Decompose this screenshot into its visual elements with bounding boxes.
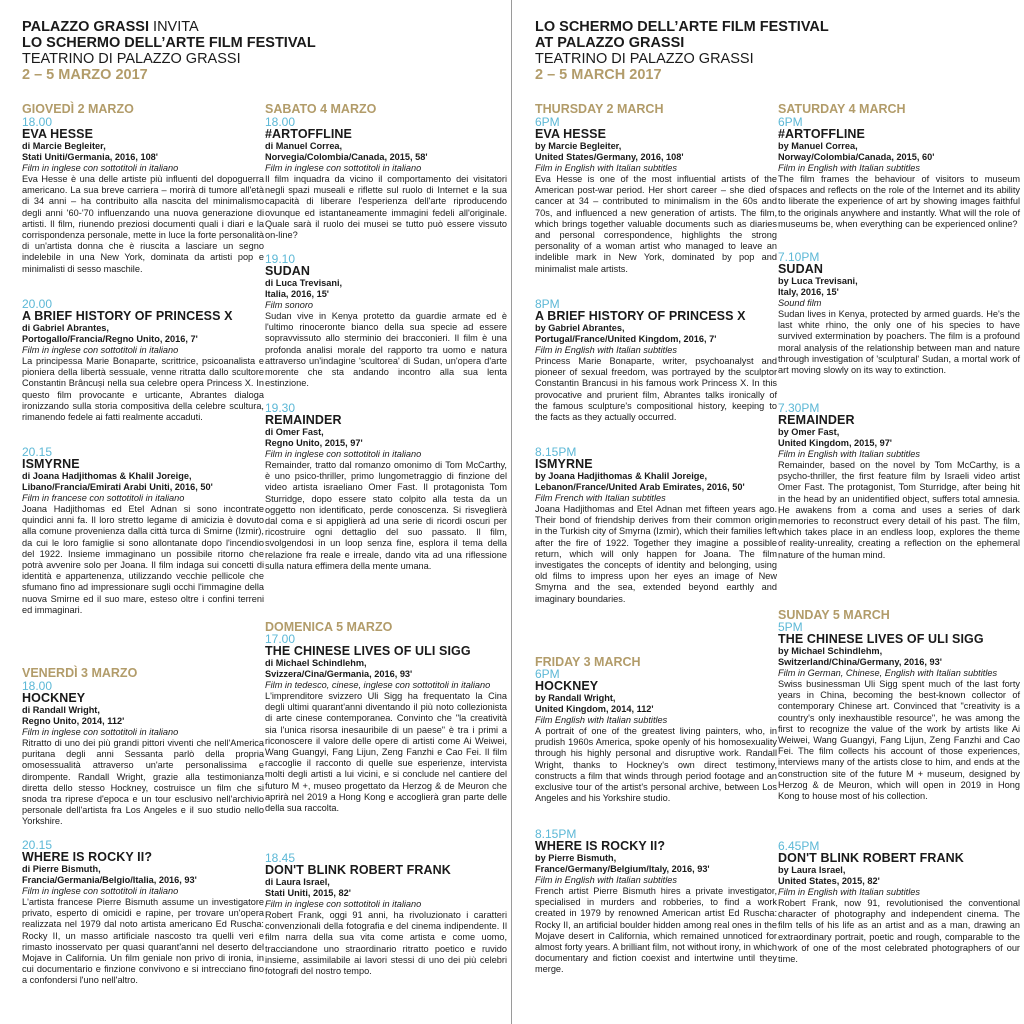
film-event-princess bbox=[535, 298, 777, 423]
event-language: Film in tedesco, cinese, inglese con sottotitoli in italiano bbox=[265, 680, 491, 690]
day-heading-thursday: THURSDAY 2 MARCH bbox=[535, 102, 664, 116]
event-language: Film in inglese con sottotitoli in italiano bbox=[22, 886, 179, 896]
film-event-hockney bbox=[22, 680, 264, 828]
event-details: Norway/Colombia/Canada, 2015, 60' bbox=[778, 152, 935, 162]
event-details: Portogallo/Francia/Regno Unito, 2016, 7' bbox=[22, 334, 198, 344]
event-description: Robert Frank, oggi 91 anni, ha rivoluzionato i caratteri convenzionali della fotografia e del cinema indipendente. Il film narra della sua vita come artista e come uomo, tracciandone uno straordinario ritratto poetico e ruvido insieme, assimilabile ai lavori stessi di uno dei più celebri fotografi del nostro tempo. bbox=[265, 910, 507, 977]
event-director: di Marcie Begleiter, bbox=[22, 141, 106, 151]
header-dates: 2 – 5 MARCH 2017 bbox=[535, 67, 662, 83]
event-time: 6PM bbox=[778, 115, 803, 129]
event-language: Film in English with Italian subtitles bbox=[535, 163, 677, 173]
event-language: Film in English with Italian subtitles bbox=[535, 875, 677, 885]
event-time: 19.30 bbox=[265, 401, 296, 415]
event-details: Norvegia/Colombia/Canada, 2015, 58' bbox=[265, 152, 428, 162]
event-details: Regno Unito, 2015, 97' bbox=[265, 438, 363, 448]
event-director: di Joana Hadjithomas & Khalil Joreige, bbox=[22, 471, 192, 481]
event-time: 6PM bbox=[535, 667, 560, 681]
event-time: 8.15PM bbox=[535, 445, 577, 459]
event-director: by Randall Wright, bbox=[535, 693, 616, 703]
event-time: 18.00 bbox=[22, 679, 53, 693]
event-director: by Marcie Begleiter, bbox=[535, 141, 622, 151]
event-language: Film French with Italian subtitles bbox=[535, 493, 666, 503]
header-dates: 2 – 5 MARZO 2017 bbox=[22, 67, 148, 83]
event-time: 19.10 bbox=[265, 252, 296, 266]
event-director: di Luca Trevisani, bbox=[265, 278, 343, 288]
event-title: #ARTOFFLINE bbox=[778, 127, 865, 141]
event-details: Lebanon/France/United Arab Emirates, 2016, 50' bbox=[535, 482, 745, 492]
day-heading-sunday: DOMENICA 5 MARZO bbox=[265, 620, 393, 634]
event-details: Svizzera/Cina/Germania, 2016, 93' bbox=[265, 669, 413, 679]
header-festival: LO SCHERMO DELL’ARTE FILM FESTIVAL bbox=[535, 19, 829, 35]
event-title: WHERE IS ROCKY II? bbox=[22, 850, 153, 864]
film-event-sigg bbox=[265, 633, 507, 814]
film-event-sigg bbox=[778, 621, 1020, 802]
event-title: THE CHINESE LIVES OF ULI SIGG bbox=[778, 632, 984, 646]
event-language: Film in inglese con sottotitoli in italiano bbox=[265, 163, 422, 173]
event-director: di Omer Fast, bbox=[265, 427, 324, 437]
event-title: WHERE IS ROCKY II? bbox=[535, 839, 666, 853]
event-title: HOCKNEY bbox=[535, 679, 599, 693]
day-heading-saturday: SATURDAY 4 MARCH bbox=[778, 102, 906, 116]
event-language: Film in inglese con sottotitoli in italiano bbox=[22, 345, 179, 355]
film-event-sudan bbox=[778, 251, 1020, 376]
event-time: 8PM bbox=[535, 297, 560, 311]
event-description: Eva Hesse è una delle artiste più influenti del dopoguerra americano. La sua breve carriera – morirà di tumore all'età di 34 anni – ha contribuito alla nascita del minimalismo degli anni '60-'70 influenzando una nuova generazione di artisti. Il film, riunendo preziosi documenti quali i diari e la corrispondenza personale, mette in luce la forte personalità di un'artista donna che è riuscita a lasciare un segno indelebile in una New York, dominata da artisti pop e minimalisti di sesso maschile. bbox=[22, 174, 264, 274]
header-venue: TEATRINO DI PALAZZO GRASSI bbox=[22, 51, 241, 67]
event-details: Stati Uniti, 2015, 82' bbox=[265, 888, 351, 898]
event-description: Joana Hadjithomas ed Etel Adnan si sono incontrate quindici anni fa. Il loro stretto legame di amicizia è dovuto alla comune provenienza dalla città turca di Smirne (Izmir), da cui le loro famiglie si sono allontanate dopo l'incendio del 1922. Insieme immaginano un possibile ritorno che potrà avvenire solo per Joana. Il film indaga sui concetti di identità e appartenenza, utilizzando vecchie pellicole che sfumano fino ad impressionare sugli occhi l'immagine della nuova Smirne ed il suo mare, esteso oltre i confini terreni ed immaginari. bbox=[22, 504, 264, 615]
event-time: 18.00 bbox=[265, 115, 296, 129]
event-language: Film in English with Italian subtitles bbox=[535, 345, 677, 355]
event-director: by Gabriel Abrantes, bbox=[535, 323, 625, 333]
header-org: PALAZZO GRASSI bbox=[22, 19, 150, 35]
event-time: 17.00 bbox=[265, 632, 296, 646]
event-title: EVA HESSE bbox=[22, 127, 94, 141]
event-description: Il film inquadra da vicino il comportamento dei visitatori negli spazi museali e riflette sul ruolo di Internet e la sua capacità di liberare l'esperienza dell'arte riproducendo ovunque ed istantaneamente immagini fedeli all'originale. Quale sarà il ruolo dei musei se tutto può essere vissuto on-line? bbox=[265, 174, 507, 241]
event-time: 6.45PM bbox=[778, 839, 820, 853]
event-description: Remainder, based on the novel by Tom McCarthy, is a psycho-thriller, the first feature film by Israeli video artist Omer Fast. The protagonist, Tom Sturridge, after being hit in the head by an unidentified object, suffers total amnesia. He awakens from a coma and uses a series of dark memories to reconstruct every detail of his past. The film, which takes place in an endless loop, explores the theme of reality-unreality, creating a reflection on the ephemeral nature of the human mind. bbox=[778, 460, 1020, 560]
film-event-remainder bbox=[778, 402, 1020, 561]
event-director: di Laura Israel, bbox=[265, 877, 330, 887]
event-director: by Laura Israel, bbox=[778, 865, 846, 875]
event-language: Film in inglese con sottotitoli in italiano bbox=[22, 727, 179, 737]
film-event-rocky bbox=[22, 839, 264, 987]
event-time: 7.30PM bbox=[778, 401, 820, 415]
event-director: by Michael Schindlehm, bbox=[778, 646, 883, 656]
day-heading-saturday: SABATO 4 MARZO bbox=[265, 102, 377, 116]
event-description: Joana Hadjithomas and Etel Adnan met fifteen years ago. Their bond of friendship derives from their common origin in the Turkish city of Smyrna (Izmir), which their families left after the fire of 1922. Together they imagine a possible return, which will only happen for Joana. The film investigates the concepts of identity and belonging, using old films to impress upon her eyes an image of New Smyrna and the sea, extended beyond earthly and imaginary boundaries. bbox=[535, 504, 777, 604]
film-event-artoffline bbox=[778, 116, 1020, 230]
event-details: Regno Unito, 2014, 112' bbox=[22, 716, 125, 726]
event-language: Film English with Italian subtitles bbox=[535, 715, 668, 725]
header-festival: LO SCHERMO DELL’ARTE FILM FESTIVAL bbox=[22, 35, 316, 51]
event-director: di Randall Wright, bbox=[22, 705, 100, 715]
event-details: Libano/Francia/Emirati Arabi Uniti, 2016, 50' bbox=[22, 482, 213, 492]
event-description: Eva Hesse is one of the most influential artists of the American post-war period. Her short career – she died of cancer at 34 – contributed to minimalism in the 60s and 70s, and influenced a new generation of artists. The film, which brings together valuable documents such as diaries and personal correspondence, highlights the strong personality of a woman artist who managed to leave an indelible mark in New York, dominated by pop and minimalist male artists. bbox=[535, 174, 777, 274]
event-title: #ARTOFFLINE bbox=[265, 127, 352, 141]
event-details: Stati Uniti/Germania, 2016, 108' bbox=[22, 152, 158, 162]
event-details: Italia, 2016, 15' bbox=[265, 289, 329, 299]
film-event-hockney bbox=[535, 668, 777, 804]
event-title: REMAINDER bbox=[265, 413, 342, 427]
event-director: by Manuel Correa, bbox=[778, 141, 858, 151]
event-title: ISMYRNE bbox=[535, 457, 593, 471]
event-description: Remainder, tratto dal romanzo omonimo di Tom McCarthy, è uno psico-thriller, primo lungometraggio di finzione del video artista israeliano Omer Fast. Il protagonista Tom Sturridge, dopo essere stato colpito alla testa da un oggetto non identificato, perde conoscenza. Si risveglierà dal coma e si appiglierà ad una serie di ricordi oscuri per ricostruire ogni dettaglio del suo passato. Il film, svolgendosi in un loop senza fine, esplora il tema della relazione fra reale e irreale, dando vita ad una riflessione sulla natura effimera della mente umana. bbox=[265, 460, 507, 571]
event-language: Film in English with Italian subtitles bbox=[778, 163, 920, 173]
event-description: Swiss businessman Uli Sigg spent much of the last forty years in China, becoming the best-known collector of contemporary Chinese art. Convinced that "creativity is a country's only inexhaustible resource", he was among the first to recognize the value of the work by artists like Ai Weiwei, Wang Guangyi, Fang Lijun, Zeng Fanzhi and Cao Fei. The film collects his account of those experiences, interviews many of the artists close to him, and ends at the construction site of the future M + museum, designed by Herzog & de Meuron, which will open in 2019 in Hong Kong to house most of his collection. bbox=[778, 679, 1020, 802]
header-venue: TEATRINO DI PALAZZO GRASSI bbox=[535, 51, 754, 67]
event-details: France/Germany/Belgium/Italy, 2016, 93' bbox=[535, 864, 710, 874]
event-title: SUDAN bbox=[778, 262, 823, 276]
event-description: Ritratto di uno dei più grandi pittori viventi che nell'America puritana degli anni Sessanta parlò della propria omosessualità attraverso un'arte personalissima e dirompente. Randall Wright, grazie alla testimonianza diretta dello stesso Hockney, costruisce un film che si snoda tra riprese d'epoca e un tour esclusivo nell'archivio personale dell'artista fra Los Angeles e il suo studio nello Yorkshire. bbox=[22, 738, 264, 827]
event-description: L'imprenditore svizzero Uli Sigg ha frequentato la Cina degli ultimi quarant'anni diventando il più noto collezionista di arte cinese contemporanea. Convinto che "la creatività sia l'unica risorsa inesauribile di un paese" è tra i primi a riconoscere il valore delle opere di artisti come Ai Weiwei, Wang Guangyi, Fang Lijun, Zeng Fanzhi e Cao Fei. Il film raccoglie il racconto di quelle sue esperienze, intervista molti degli artisti a lui vicini, e si conclude nel cantiere del futuro M +, museo progettato da Herzog & de Meuron che aprirà nel 2019 a Hong Kong e accoglierà gran parte delle della sua raccolta. bbox=[265, 691, 507, 814]
event-director: by Omer Fast, bbox=[778, 427, 840, 437]
film-event-artoffline bbox=[265, 116, 507, 241]
event-language: Film sonoro bbox=[265, 300, 313, 310]
event-language: Film in inglese con sottotitoli in italiano bbox=[22, 163, 179, 173]
event-details: Portugal/France/United Kingdom, 2016, 7' bbox=[535, 334, 717, 344]
event-time: 6PM bbox=[535, 115, 560, 129]
film-event-eva bbox=[22, 116, 264, 275]
event-details: Francia/Germania/Belgio/Italia, 2016, 93' bbox=[22, 875, 197, 885]
event-time: 18.45 bbox=[265, 851, 296, 865]
event-description: Sudan vive in Kenya protetto da guardie armate ed è l'ultimo rinoceronte bianco della sua specie ad essere sopravvissuto allo sterminio dei bracconieri. Il film è una profonda analisi morale del rapporto tra uomo e natura attraverso un'indagine 'scultorea' di Sudan, un'opera d'arte morente che sta andando incontro alla sua lenta estinzione. bbox=[265, 311, 507, 389]
film-event-frank bbox=[265, 852, 507, 977]
event-time: 7.10PM bbox=[778, 250, 820, 264]
event-director: by Pierre Bismuth, bbox=[535, 853, 617, 863]
event-description: La principessa Marie Bonaparte, scrittrice, psicoanalista e pioniera della libertà sessuale, venne ritratta dallo scultore Constantin Brâncuși nella sua celebre opera Princess X. In questo film provocante e urticante, Abrantes dialoga ironizzando sulla storia compositiva della celebre scultura, rimanendo fedele ai fatti realmente accaduti. bbox=[22, 356, 264, 423]
event-details: United Kingdom, 2014, 112' bbox=[535, 704, 654, 714]
event-description: L'artista francese Pierre Bismuth assume un investigatore privato, esperto di omicidi e rapine, per trovare un'opera realizzata nel 1979 dal noto artista americano Ed Ruscha: Rocky II, un masso artificiale nascosto tra quelli veri e rimasto inosservato per quasi quarant'anni nel deserto del Mojave in California. Un film geniale non privo di ironia, in cui documentario e finzione convivono e si intrecciano fino a confondersi l'uno nell'altro. bbox=[22, 897, 264, 986]
event-title: DON'T BLINK ROBERT FRANK bbox=[778, 851, 964, 865]
event-director: by Luca Trevisani, bbox=[778, 276, 858, 286]
event-description: Robert Frank, now 91, revolutionised the conventional character of photography and independent cinema. The film tells of his life as an artist and as a man, drawing an extraordinary portrait, poetic and rough, comparable to the work of one of the most celebrated photographers of our time. bbox=[778, 898, 1020, 965]
event-language: Film in inglese con sottotitoli in italiano bbox=[265, 449, 422, 459]
event-title: REMAINDER bbox=[778, 413, 855, 427]
event-time: 20.15 bbox=[22, 445, 53, 459]
event-description: Princess Marie Bonaparte, writer, psychoanalyst and pioneer of sexual freedom, was portrayed by the sculptor Constantin Brancusi in his famous work Princess X. In this provocative and prurient film, Abrantes talks ironically of the famous sculpture's compositional history, keeping to the facts as they actually occurred. bbox=[535, 356, 777, 423]
event-language: Film in francese con sottotitoli in italiano bbox=[22, 493, 185, 503]
event-director: di Manuel Correa, bbox=[265, 141, 343, 151]
event-details: Switzerland/China/Germany, 2016, 93' bbox=[778, 657, 942, 667]
event-language: Film in inglese con sottotitoli in italiano bbox=[265, 899, 422, 909]
event-time: 20.00 bbox=[22, 297, 53, 311]
film-event-princess bbox=[22, 298, 264, 423]
page-divider bbox=[511, 0, 512, 1024]
event-time: 8.15PM bbox=[535, 827, 577, 841]
event-title: A BRIEF HISTORY OF PRINCESS X bbox=[535, 309, 746, 323]
event-description: The film frames the behaviour of visitors to museum spaces and reflects on the role of the Internet and its ability to liberate the experience of art by showing images faithful to the originals anywhere and instantly. What will the role of museums be, when everything can be experienced online? bbox=[778, 174, 1020, 229]
event-title: THE CHINESE LIVES OF ULI SIGG bbox=[265, 644, 471, 658]
event-title: DON'T BLINK ROBERT FRANK bbox=[265, 863, 451, 877]
event-title: HOCKNEY bbox=[22, 691, 86, 705]
header-at-palazzo: AT PALAZZO GRASSI bbox=[535, 35, 685, 51]
event-description: A portrait of one of the greatest living painters, who, in prudish 1960s America, spoke openly of his homosexuality through his highly personal and disruptive work. Randall Wright, thanks to Hockney's own direct testimony, constructs a film that winds through period footage and an exclusive tour of the artist's personal archive, between Los Angeles and his Yorkshire studio. bbox=[535, 726, 777, 804]
event-title: SUDAN bbox=[265, 264, 310, 278]
italian-header bbox=[22, 19, 316, 83]
event-time: 5PM bbox=[778, 620, 803, 634]
day-heading-friday: VENERDÌ 3 MARZO bbox=[22, 666, 138, 680]
film-event-rocky bbox=[535, 828, 777, 976]
event-director: di Gabriel Abrantes, bbox=[22, 323, 109, 333]
event-language: Sound film bbox=[778, 298, 822, 308]
day-heading-friday: FRIDAY 3 MARCH bbox=[535, 655, 641, 669]
event-details: United States/Germany, 2016, 108' bbox=[535, 152, 684, 162]
film-event-frank bbox=[778, 840, 1020, 965]
event-title: ISMYRNE bbox=[22, 457, 80, 471]
event-description: Sudan lives in Kenya, protected by armed guards. He's the last white rhino, the only one of his species to have survived extermination by poachers. The film is a profound moral analysis of the relationship between man and nature through investigation of 'sculptural' Sudan, a mortal work of art moving slowly on its way to extinction. bbox=[778, 309, 1020, 376]
event-time: 18.00 bbox=[22, 115, 53, 129]
event-details: Italy, 2016, 15' bbox=[778, 287, 839, 297]
film-event-ismyrne bbox=[535, 446, 777, 605]
event-title: EVA HESSE bbox=[535, 127, 607, 141]
event-description: French artist Pierre Bismuth hires a private investigator, specialised in murders and robberies, to find a work created in 1979 by renowned American artist Ed Ruscha: Rocky II, an artificial boulder hidden among real ones in the Mojave desert in California, which remained unnoticed for almost forty years. A brilliant film, not without irony, in which documentary and fiction coexist and intertwine until they merge. bbox=[535, 886, 777, 975]
film-event-eva bbox=[535, 116, 777, 275]
english-header bbox=[535, 19, 829, 83]
event-language: Film in English with Italian subtitles bbox=[778, 449, 920, 459]
day-heading-thursday: GIOVEDÌ 2 MARZO bbox=[22, 102, 134, 116]
film-event-ismyrne bbox=[22, 446, 264, 616]
event-language: Film in English with Italian subtitles bbox=[778, 887, 920, 897]
event-details: United Kingdom, 2015, 97' bbox=[778, 438, 892, 448]
header-invita: INVITA bbox=[149, 19, 199, 35]
event-director: di Pierre Bismuth, bbox=[22, 864, 101, 874]
day-heading-sunday: SUNDAY 5 MARCH bbox=[778, 608, 890, 622]
film-event-sudan bbox=[265, 253, 507, 389]
event-title: A BRIEF HISTORY OF PRINCESS X bbox=[22, 309, 233, 323]
event-time: 20.15 bbox=[22, 838, 53, 852]
event-director: by Joana Hadjithomas & Khalil Joreige, bbox=[535, 471, 708, 481]
event-director: di Michael Schindlehm, bbox=[265, 658, 367, 668]
film-event-remainder bbox=[265, 402, 507, 572]
event-language: Film in German, Chinese, English with Italian subtitles bbox=[778, 668, 998, 678]
event-details: United States, 2015, 82' bbox=[778, 876, 880, 886]
